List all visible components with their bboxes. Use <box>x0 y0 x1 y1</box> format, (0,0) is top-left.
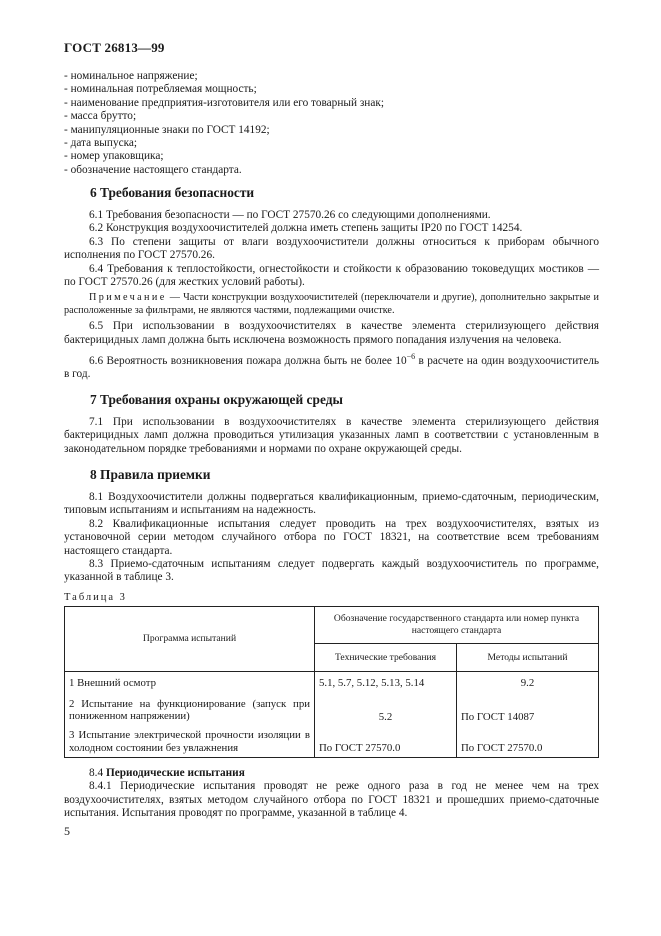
table-row <box>65 692 599 726</box>
section-6-heading: 6 Требования безопасности <box>90 185 255 200</box>
list-item: - дата выпуска; <box>64 137 138 150</box>
table-row <box>65 725 599 757</box>
cell-program: 3 Испытание электрической прочности изоляции в холодном состоянии без увлажнения <box>65 725 315 757</box>
note-label: Примечание <box>89 292 167 304</box>
section-8-body <box>64 491 599 585</box>
subsection-title: Периодические испытания <box>105 767 245 779</box>
paragraph-6-2: 6.2 Конструкция воздухоочистителей должна иметь степень защиты IP20 по ГОСТ 14254. <box>89 222 523 235</box>
paragraph-6-1: 6.1 Требования безопасности — по ГОСТ 27570.26 со следующими дополнениями. <box>89 209 491 221</box>
page-number: 5 <box>64 824 70 838</box>
list-item: - наименование предприятия-изготовителя или его товарный знак; <box>64 96 384 109</box>
list-item: - номер упаковщика; <box>64 150 164 163</box>
paragraph-7-1: 7.1 При использовании в воздухоочистителях в качестве элемента стерилизующего действия бактерицидных ламп должна проводиться утилизация указанных ламп в соответствии с установленным в законодательном порядке требованиями и нормами по охране окружающей среды. <box>64 416 599 455</box>
table-caption: Таблица 3 <box>64 592 127 603</box>
cell-program: 1 Внешний осмотр <box>65 672 315 692</box>
running-header: ГОСТ 26813—99 <box>64 40 165 55</box>
table-3 <box>64 606 599 758</box>
section-7-body <box>64 416 599 456</box>
list-item: - номинальное напряжение; <box>64 70 198 82</box>
col-header-tech: Технические требования <box>315 643 457 671</box>
exponent: −6 <box>406 352 416 362</box>
section-7-heading: 7 Требования охраны окружающей среды <box>90 392 343 407</box>
col-header-group: Обозначение государственного стандарта или номер пункта настоящего стандарта <box>315 607 599 644</box>
marking-list <box>64 70 599 177</box>
list-item: - обозначение настоящего стандарта. <box>64 163 242 176</box>
paragraph-6-6: 6.6 Вероятность возникновения пожара должна быть не более $10^{-6}$ в расчете на один воздухоочиститель в год. <box>64 352 600 381</box>
paragraph-6-4: 6.4 Требования к теплостойкости, огнестойкости и стойкости к образованию токоведущих мостиков — по ГОСТ 27570.26 (для жестких условий работы). <box>64 262 599 289</box>
paragraph-6-3: 6.3 По степени защиты от влаги воздухоочистители должны относиться к приборам обычного исполнения по ГОСТ 27570.26. <box>64 235 599 262</box>
section-8-4-body <box>64 767 599 821</box>
list-item: - манипуляционные знаки по ГОСТ 14192; <box>64 123 270 136</box>
list-item: - масса брутто; <box>64 110 137 123</box>
table-row <box>65 672 599 692</box>
paragraph-8-4: 8.4 Периодические испытания <box>89 767 245 779</box>
col-header-program: Программа испытаний <box>65 607 315 672</box>
section-6-body <box>64 209 599 382</box>
paragraph-8-1: 8.1 Воздухоочистители должны подвергаться квалификационным, приемо-сдаточным, периодическим, типовым испытаниям и испытаниям на надежность. <box>64 491 599 517</box>
paragraph-8-2: 8.2 Квалификационные испытания следует проводить на трех воздухоочистителях, взятых из установочной серии методом случайного отбора по ГОСТ 18321, на соответствие всем требованиям настоящего стандарта. <box>64 517 599 557</box>
cell-methods: По ГОСТ 14087 <box>457 692 599 726</box>
cell-tech: 5.1, 5.7, 5.12, 5.13, 5.14 <box>315 672 457 692</box>
cell-tech: По ГОСТ 27570.0 <box>315 725 457 757</box>
section-8-heading: 8 Правила приемки <box>90 467 211 482</box>
paragraph-6-5: 6.5 При использовании в воздухоочистителях в качестве элемента стерилизующего действия бактерицидных ламп должна быть исключена возможность прямого попадания излучения на человека. <box>64 320 599 346</box>
paragraph-8-3: 8.3 Приемо-сдаточным испытаниям следует подвергать каждый воздухоочиститель по программе, указанной в таблице 3. <box>64 558 599 584</box>
note-text: — Части конструкции воздухоочистителей (переключатели и другие), дополнительно закрытые и расположенные за фильтрами, не являются частями, подлежащими очистке. <box>64 292 599 316</box>
cell-methods: По ГОСТ 27570.0 <box>457 725 599 757</box>
cell-methods: 9.2 <box>457 672 599 692</box>
paragraph-8-4-1: 8.4.1 Периодические испытания проводят не реже одного раза в год не менее чем на трех воздухоочистителях, взятых методом случайного отбора по ГОСТ 18321 и прошедших приемо-сдаточные испытания. Испытания проводят по программе, указанной в таблице 4. <box>64 780 599 820</box>
cell-program: 2 Испытание на функционирование (запуск при пониженном напряжении) <box>65 692 315 726</box>
col-header-methods: Методы испытаний <box>457 643 599 671</box>
cell-tech: 5.2 <box>315 692 457 726</box>
list-item: - номинальная потребляемая мощность; <box>64 83 257 96</box>
note-paragraph <box>64 292 599 317</box>
